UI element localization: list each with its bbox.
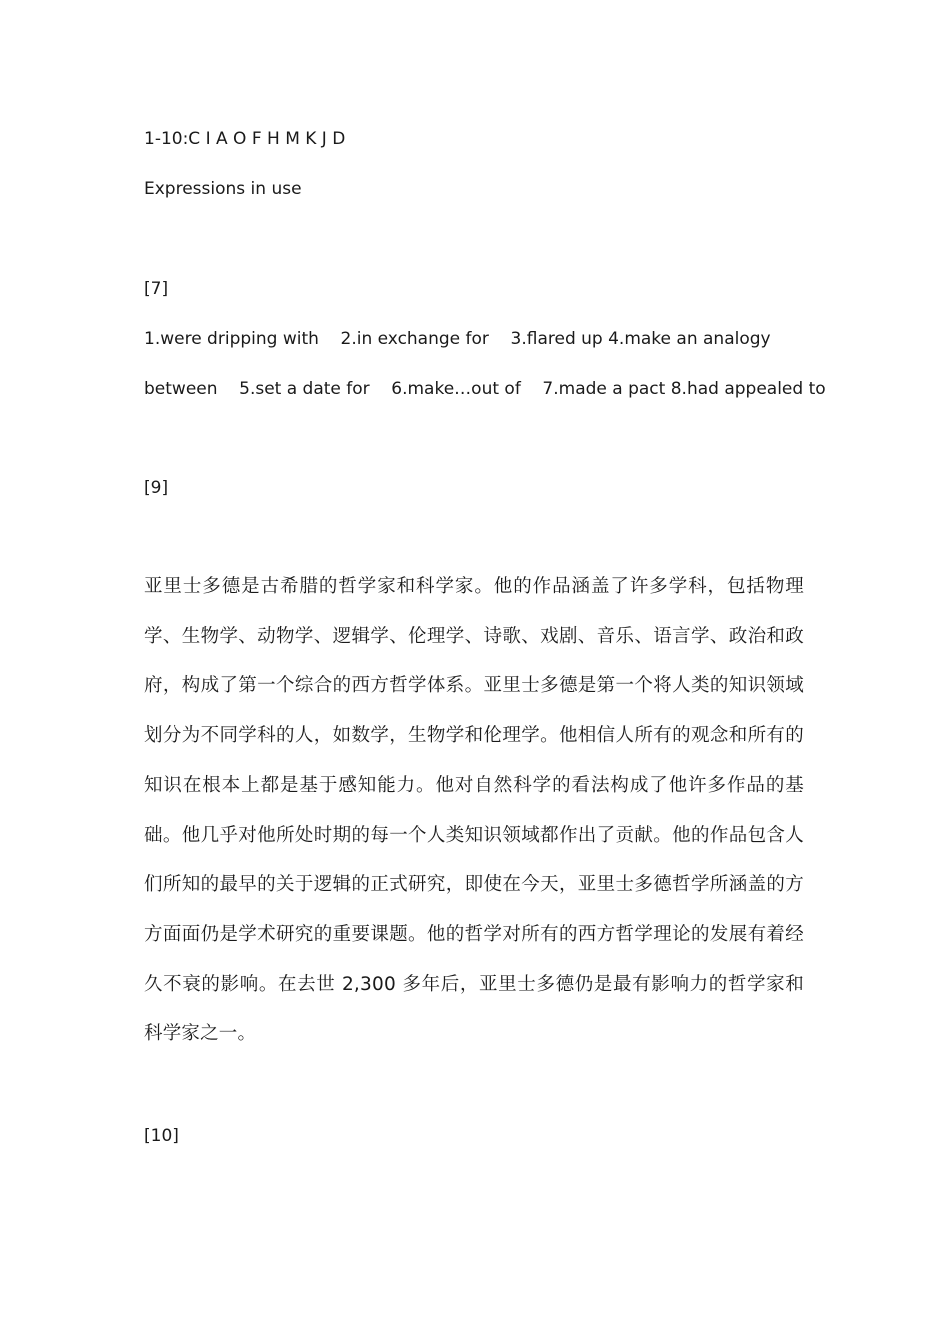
question-9-label: [9] (144, 478, 169, 498)
question-7-answers-line-2: between 5.set a date for 6.make…out of 7.made a pact 8.had appealed to (144, 379, 826, 399)
question-7-answers-line-1: 1.were dripping with 2.in exchange for 3.flared up 4.make an analogy (144, 329, 771, 349)
answer-key-line: 1-10:C I A O F H M K J D (144, 129, 346, 149)
question-10-label: [10] (144, 1126, 179, 1146)
section-heading: Expressions in use (144, 179, 302, 199)
question-7-label: [7] (144, 279, 169, 299)
question-9-translation-paragraph: 亚里士多德是古希腊的哲学家和科学家。他的作品涵盖了许多学科，包括物理学、生物学、动物学、逻辑学、伦理学、诗歌、戏剧、音乐、语言学、政治和政府，构成了第一个综合的西方哲学体系。亚里士多德是第一个将人类的知识领域划分为不同学科的人，如数学，生物学和伦理学。他相信人所有的观念和所有的知识在根本上都是基于感知能力。他对自然科学的看法构成了他许多作品的基础。他几乎对他所处时期的每一个人类知识领域都作出了贡献。他的作品包含人们所知的最早的关于逻辑的正式研究，即使在今天，亚里士多德哲学所涵盖的方方面面仍是学术研究的重要课题。他的哲学对所有的西方哲学理论的发展有着经久不衰的影响。在去世 2,300 多年后，亚里士多德仍是最有影响力的哲学家和科学家之一。 (144, 576, 804, 1045)
